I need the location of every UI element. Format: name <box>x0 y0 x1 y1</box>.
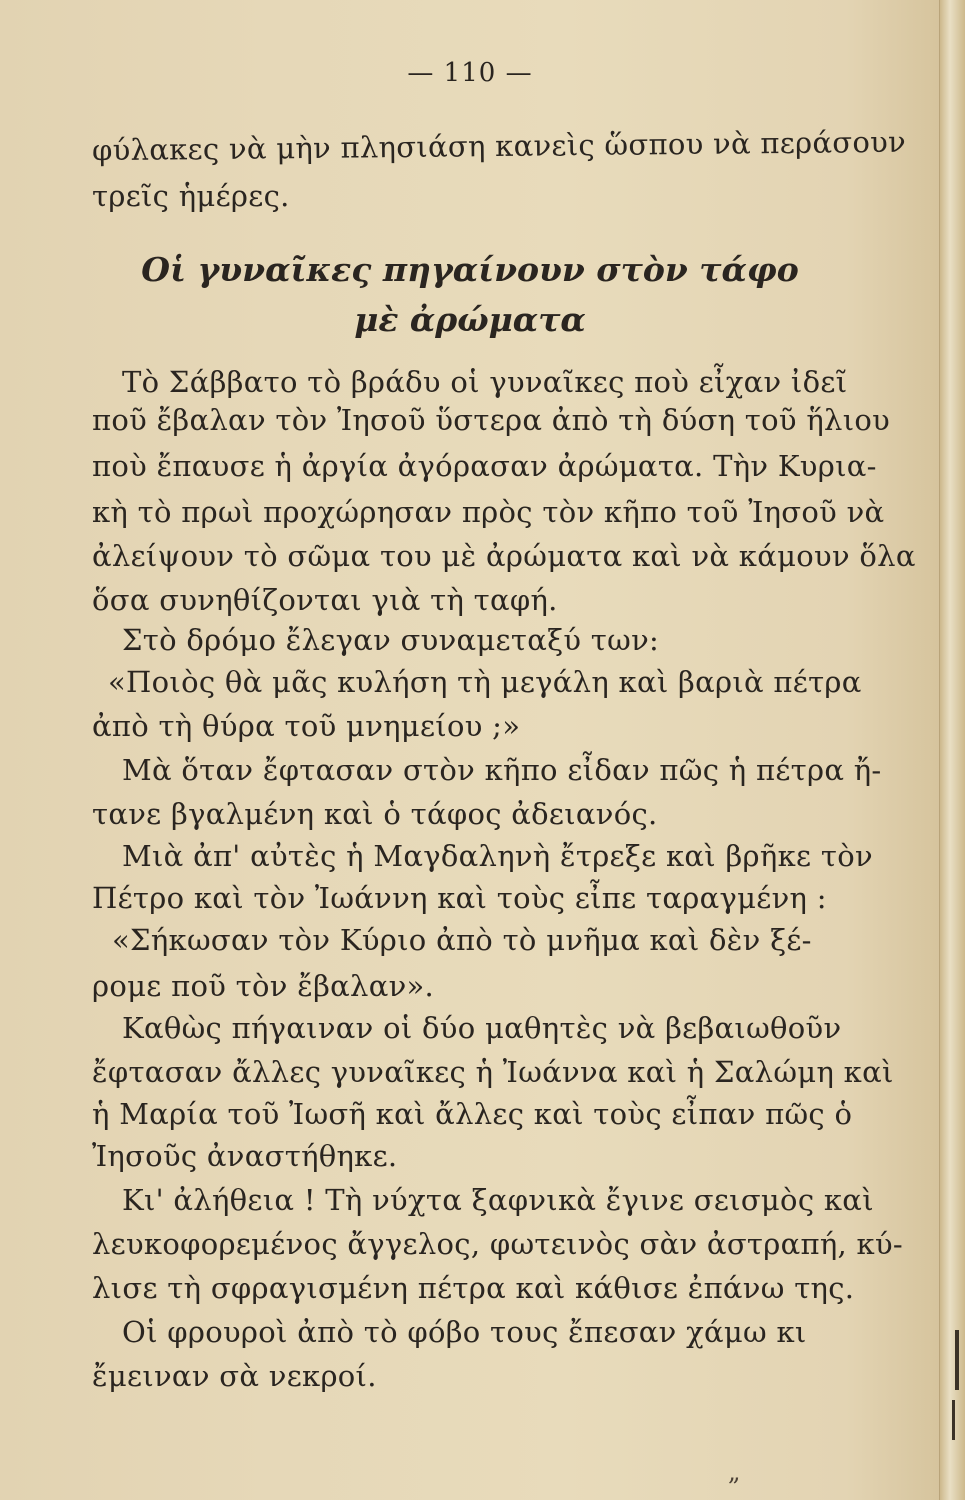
paragraph-line: ἀπὸ τὴ θύρα τοῦ μνημείου ;» <box>92 709 521 743</box>
paragraph-line: ποὺ ἔπαυσε ἡ ἀργία ἀγόρασαν ἀρώματα. Τὴν Κυρια- <box>92 449 877 483</box>
paragraph-line: Ἰησοῦς ἀναστήθηκε. <box>92 1139 398 1173</box>
paragraph-line: Μιὰ ἀπ' αὐτὲς ἡ Μαγδαληνὴ ἔτρεξε καὶ βρῆκε τὸν <box>122 839 873 873</box>
section-heading-continued: μὲ ἀρώματα <box>354 300 586 339</box>
footer-mark: „ <box>728 1458 741 1486</box>
paragraph-line: ὅσα συνηθίζονται γιὰ τὴ ταφή. <box>92 583 558 617</box>
paragraph-line: «Σήκωσαν τὸν Κύριο ἀπὸ τὸ μνῆμα καὶ δὲν ξέ- <box>112 923 812 957</box>
paragraph-line: Πέτρο καὶ τὸν Ἰωάννη καὶ τοὺς εἶπε ταραγμένη : <box>92 881 827 915</box>
text-line: φύλακες νὰ μὴν πλησιάση κανεὶς ὥσπου νὰ περάσουν <box>91 124 907 168</box>
edge-shadow <box>955 1330 959 1390</box>
paragraph-line: Καθὼς πήγαιναν οἱ δύο μαθητὲς νὰ βεβαιωθοῦν <box>122 1011 842 1045</box>
paragraph-line: λισε τὴ σφραγισμένη πέτρα καὶ κάθισε ἐπάνω της. <box>92 1271 855 1305</box>
paragraph-line: ἡ Μαρία τοῦ Ἰωσῆ καὶ ἄλλες καὶ τοὺς εἶπαν πῶς ὁ <box>92 1097 853 1131</box>
paragraph-line: Οἱ φρουροὶ ἀπὸ τὸ φόβο τους ἔπεσαν χάμω κι <box>122 1315 807 1349</box>
paragraph-line: «Ποιὸς θὰ μᾶς κυλήση τὴ μεγάλη καὶ βαριὰ πέτρα <box>108 665 862 699</box>
paragraph-line: ποῦ ἔβαλαν τὸν Ἰησοῦ ὕστερα ἀπὸ τὴ δύση τοῦ ἥλιου <box>92 403 891 437</box>
paragraph-line: τανε βγαλμένη καὶ ὁ τάφος ἀδειανός. <box>92 797 658 831</box>
section-heading: Οἱ γυναῖκες πηγαίνουν στὸν τάφο <box>141 250 799 289</box>
paragraph-line: Μὰ ὅταν ἔφτασαν στὸν κῆπο εἶδαν πῶς ἡ πέτρα ἤ- <box>122 753 882 787</box>
paragraph-line: ρομε ποῦ τὸν ἔβαλαν». <box>92 969 435 1003</box>
paragraph-line: Στὸ δρόμο ἔλεγαν συναμεταξύ των: <box>122 623 660 657</box>
page-edge <box>939 0 965 1500</box>
paragraph-line: ἀλείψουν τὸ σῶμα του μὲ ἀρώματα καὶ νὰ κάμουν ὅλα <box>92 539 916 573</box>
paragraph-line: ἔφτασαν ἄλλες γυναῖκες ἡ Ἰωάννα καὶ ἡ Σαλώμη καὶ <box>92 1055 894 1089</box>
paragraph-line: ἔμειναν σὰ νεκροί. <box>92 1359 377 1393</box>
paragraph-line: Κι' ἀλήθεια ! Τὴ νύχτα ξαφνικὰ ἔγινε σεισμὸς καὶ <box>122 1183 874 1217</box>
paragraph-line: λευκοφορεμένος ἄγγελος, φωτεινὸς σὰν ἀστραπή, κύ- <box>92 1227 904 1261</box>
paragraph-line: Τὸ Σάββατο τὸ βράδυ οἱ γυναῖκες ποὺ εἶχαν ἰδεῖ <box>122 365 848 399</box>
text-line: τρεῖς ἡμέρες. <box>92 179 290 213</box>
page-number: — 110 — <box>407 58 533 88</box>
paragraph-line: κὴ τὸ πρωὶ προχώρησαν πρὸς τὸν κῆπο τοῦ Ἰησοῦ νὰ <box>92 495 885 529</box>
edge-shadow <box>952 1400 955 1440</box>
